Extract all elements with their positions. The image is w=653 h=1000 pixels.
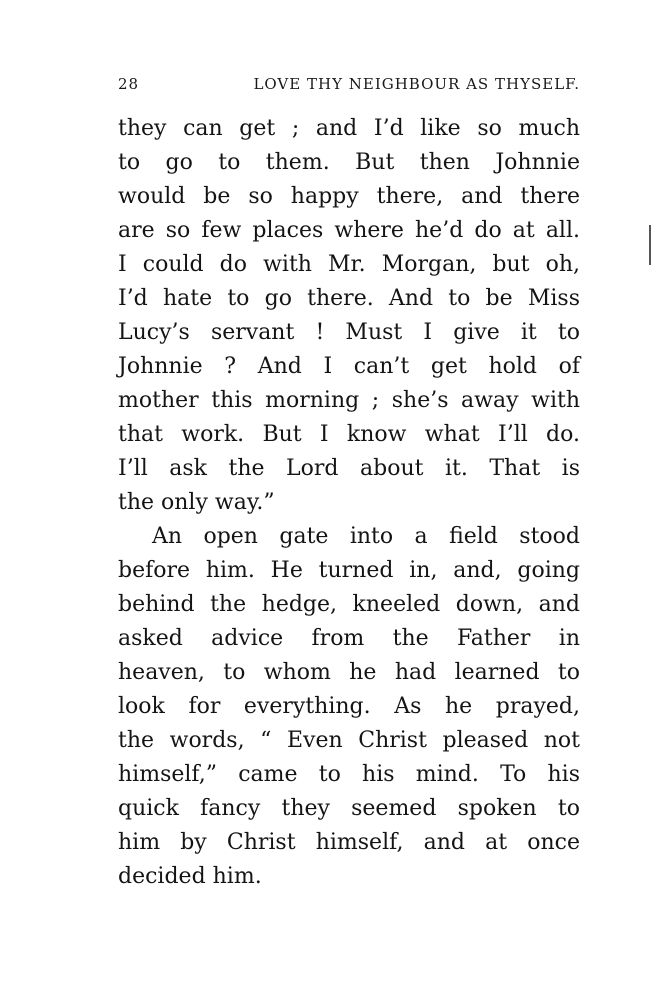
- text-line: Lucy’s servant ! Must I give it to: [118, 320, 580, 345]
- body-text: [118, 112, 580, 894]
- text-line: look for everything. As he prayed,: [118, 694, 580, 719]
- text-line: they can get ; and I’d like so much: [118, 116, 580, 141]
- text-line: behind the hedge, kneeled down, and: [118, 592, 580, 617]
- text-line: to go to them. But then Johnnie: [118, 150, 580, 175]
- text-line: decided him.: [118, 864, 262, 889]
- running-title: LOVE THY NEIGHBOUR AS THYSELF.: [253, 75, 580, 93]
- text-line: the words, “ Even Christ pleased not: [118, 728, 580, 753]
- text-line: Johnnie ? And I can’t get hold of: [118, 354, 580, 379]
- text-line: An open gate into a field stood: [152, 524, 580, 549]
- text-line: that work. But I know what I’ll do.: [118, 422, 580, 447]
- text-line: before him. He turned in, and, going: [118, 558, 580, 583]
- text-line: heaven, to whom he had learned to: [118, 660, 580, 685]
- text-line: I could do with Mr. Morgan, but oh,: [118, 252, 580, 277]
- running-head: [118, 75, 580, 97]
- scan-edge-mark: [649, 225, 651, 265]
- text-line: I’d hate to go there. And to be Miss: [118, 286, 580, 311]
- text-line: the only way.”: [118, 490, 275, 515]
- page-number: 28: [118, 75, 140, 93]
- text-line: are so few places where he’d do at all.: [118, 218, 580, 243]
- text-line: quick fancy they seemed spoken to: [118, 796, 580, 821]
- text-line: would be so happy there, and there: [118, 184, 580, 209]
- text-line: mother this morning ; she’s away with: [118, 388, 580, 413]
- text-line: himself,” came to his mind. To his: [118, 762, 580, 787]
- text-line: I’ll ask the Lord about it. That is: [118, 456, 580, 481]
- text-line: asked advice from the Father in: [118, 626, 580, 651]
- text-line: him by Christ himself, and at once: [118, 830, 580, 855]
